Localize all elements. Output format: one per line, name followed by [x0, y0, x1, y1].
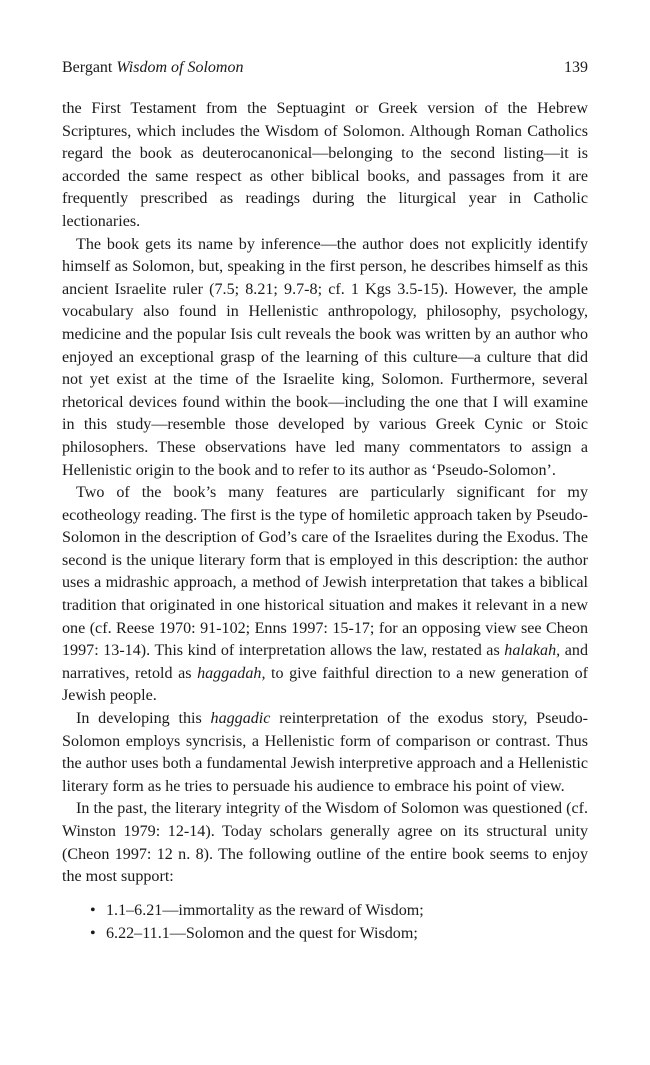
paragraph-4 — [62, 708, 588, 798]
paragraph-4-text-b: reinterpretation of the exodus story, Pseudo-Solomon employs syncrisis, a Hellenistic form of comparison or contrast. Thus the author uses both a fundamental Jewish interpretive approach and a Hellenistic literary form as he tries to persuade his audience to embrace his point of view. — [62, 710, 589, 795]
term-haggadic: haggadic — [210, 710, 271, 728]
bullet-icon: • — [90, 901, 96, 919]
list-item — [90, 899, 588, 922]
paragraph-3-text-a: Two of the book’s many features are particularly significant for my ecotheology reading. The first is the type of homiletic approach taken by Pseudo-Solomon in the description of God’s care of the Israelites during the Exodus. The second is the unique literary form that is employed in this description: the author uses a midrashic approach, a method of Jewish interpretation that takes a biblical tradition that originated in one historical situation and makes it relevant in a new one (cf. Reese 1970: 91-102; Enns 1997: 15-17; for an opposing view see Cheon 1997: 13-14). This kind of interpretation allows the law, restated as — [62, 484, 588, 660]
paragraph-5: In the past, the literary integrity of the Wisdom of Solomon was questioned (cf. Winston 1979: 12-14). Today scholars generally agree on its structural unity (Cheon 1997: 12 n. 8). The following outline of the entire book seems to enjoy the most support: — [62, 800, 588, 886]
paragraph-2: The book gets its name by inference—the author does not explicitly identify himself as Solomon, but, speaking in the first person, he describes himself as this ancient Israelite ruler (7.5; 8.21; 9.7-8; cf. 1 Kgs 3.5-15). However, the ample vocabulary also found in Hellenistic anthropology, philosophy, psychology, medicine and the popular Isis cult reveals the book was written by an author who enjoyed an exceptional grasp of the learning of this culture—a culture that did not yet exist at the time of the Israelite king, Solomon. Furthermore, several rhetorical devices found within the book—including the one that I will examine in this study—resemble those developed by various Greek Cynic or Stoic philosophers. These observations have led many commentators to assign a Hellenistic origin to the book and to refer to its author as ‘Pseudo-Solomon’. — [62, 235, 588, 479]
paragraph-4-text-a: In developing this — [76, 710, 211, 728]
paragraph-3 — [62, 482, 588, 708]
paragraph-3-text-c: to give faithful direction to a new generation of Jewish people. — [62, 664, 588, 705]
book-outline-list — [62, 899, 588, 945]
bullet-icon: • — [90, 924, 96, 942]
term-halakah: halakah, — [504, 642, 561, 660]
running-head-book-title: Wisdom of Solomon — [116, 59, 244, 76]
running-head — [62, 58, 588, 78]
body-text — [62, 98, 588, 889]
document-page — [62, 58, 588, 945]
page-number: 139 — [564, 59, 588, 76]
outline-item-text: 1.1–6.21—immortality as the reward of Wisdom; — [106, 901, 424, 919]
paragraph-3-text-b: and narratives, retold as — [62, 642, 588, 682]
running-head-title — [62, 58, 243, 78]
outline-item-text: 6.22–11.1—Solomon and the quest for Wisdom; — [106, 924, 418, 942]
term-haggadah: haggadah, — [197, 664, 266, 682]
running-head-author: Bergant — [62, 59, 113, 76]
list-item — [90, 922, 588, 945]
paragraph-1: the First Testament from the Septuagint or Greek version of the Hebrew Scriptures, which includes the Wisdom of Solomon. Although Roman Catholics regard the book as deuterocanonical—belonging to the second listing—it is accorded the same respect as other biblical books, and passages from it are frequently prescribed as readings during the liturgical year in Catholic lectionaries. — [62, 100, 588, 230]
